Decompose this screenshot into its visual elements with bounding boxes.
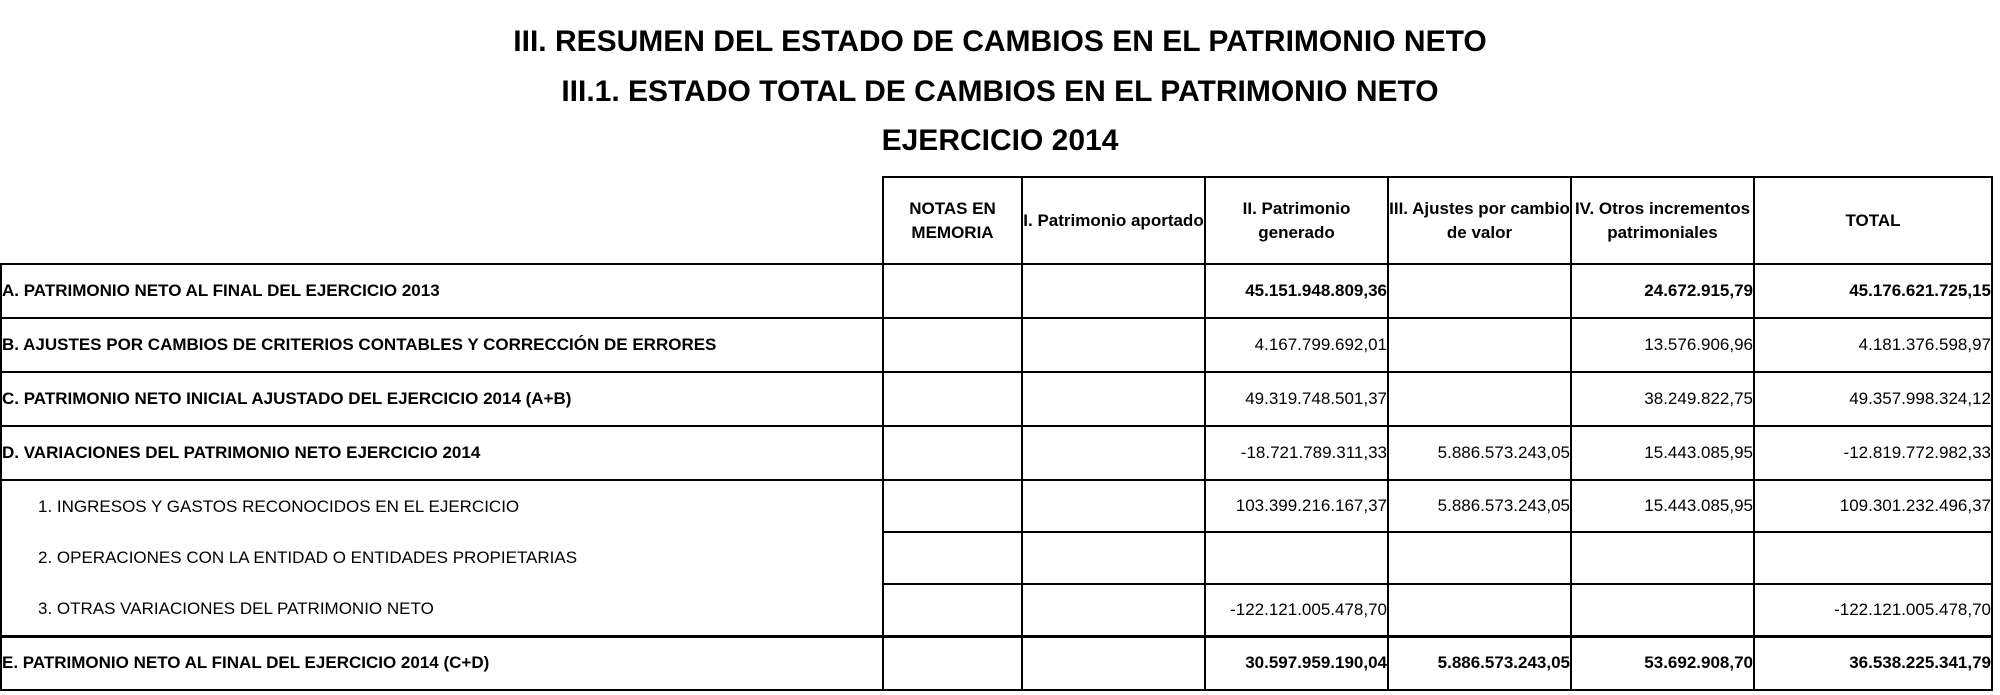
cell-total: 4.181.376.598,97 <box>1754 318 1992 372</box>
cell-otros: 15.443.085,95 <box>1571 426 1754 480</box>
cell-generado: 103.399.216.167,37 <box>1205 480 1388 532</box>
cell-generado: 30.597.959.190,04 <box>1205 636 1388 690</box>
cell-generado: 49.319.748.501,37 <box>1205 372 1388 426</box>
cell-generado: -18.721.789.311,33 <box>1205 426 1388 480</box>
row-label: C. PATRIMONIO NETO INICIAL AJUSTADO DEL EJERCICIO 2014 (A+B) <box>1 372 883 426</box>
cell-ajustes <box>1388 318 1571 372</box>
cell-ajustes: 5.886.573.243,05 <box>1388 426 1571 480</box>
cell-otros: 15.443.085,95 <box>1571 480 1754 532</box>
cell-notas <box>883 532 1022 584</box>
cell-ajustes <box>1388 372 1571 426</box>
cell-ajustes <box>1388 532 1571 584</box>
cell-generado: -122.121.005.478,70 <box>1205 584 1388 636</box>
cell-aportado <box>1022 532 1205 584</box>
cell-ajustes: 5.886.573.243,05 <box>1388 636 1571 690</box>
cell-total: 36.538.225.341,79 <box>1754 636 1992 690</box>
cell-ajustes: 5.886.573.243,05 <box>1388 480 1571 532</box>
row-label: E. PATRIMONIO NETO AL FINAL DEL EJERCICIO 2014 (C+D) <box>1 636 883 690</box>
row-label: A. PATRIMONIO NETO AL FINAL DEL EJERCICIO 2013 <box>1 264 883 318</box>
cell-aportado <box>1022 372 1205 426</box>
table-row <box>1 480 1992 532</box>
row-label: 2. OPERACIONES CON LA ENTIDAD O ENTIDADES PROPIETARIAS <box>1 532 883 584</box>
cell-otros: 38.249.822,75 <box>1571 372 1754 426</box>
cell-notas <box>883 264 1022 318</box>
cell-total: -122.121.005.478,70 <box>1754 584 1992 636</box>
cell-notas <box>883 584 1022 636</box>
cell-aportado <box>1022 318 1205 372</box>
row-label: B. AJUSTES POR CAMBIOS DE CRITERIOS CONTABLES Y CORRECCIÓN DE ERRORES <box>1 318 883 372</box>
cell-aportado <box>1022 264 1205 318</box>
column-header-total: TOTAL <box>1754 177 1992 264</box>
cell-total: 109.301.232.496,37 <box>1754 480 1992 532</box>
fiscal-year-heading: EJERCICIO 2014 <box>881 124 1119 157</box>
cell-generado: 45.151.948.809,36 <box>1205 264 1388 318</box>
table-row <box>1 426 1992 480</box>
cell-total: 45.176.621.725,15 <box>1754 264 1992 318</box>
cell-total: 49.357.998.324,12 <box>1754 372 1992 426</box>
cell-otros <box>1571 584 1754 636</box>
row-label: D. VARIACIONES DEL PATRIMONIO NETO EJERCICIO 2014 <box>1 426 883 480</box>
equity-changes-table <box>0 176 1993 691</box>
row-label: 3. OTRAS VARIACIONES DEL PATRIMONIO NETO <box>1 584 883 636</box>
main-title: III. RESUMEN DEL ESTADO DE CAMBIOS EN EL PATRIMONIO NETO <box>513 25 1487 58</box>
table-row <box>1 584 1992 636</box>
cell-notas <box>883 636 1022 690</box>
table-row <box>1 318 1992 372</box>
cell-aportado <box>1022 480 1205 532</box>
column-header-otros: IV. Otros incrementos patrimoniales <box>1571 177 1754 264</box>
cell-notas <box>883 372 1022 426</box>
cell-aportado <box>1022 636 1205 690</box>
header-blank-cell <box>1 177 883 264</box>
cell-notas <box>883 318 1022 372</box>
cell-otros: 53.692.908,70 <box>1571 636 1754 690</box>
cell-ajustes <box>1388 584 1571 636</box>
cell-ajustes <box>1388 264 1571 318</box>
cell-generado <box>1205 532 1388 584</box>
header-row <box>1 177 1992 264</box>
cell-otros: 24.672.915,79 <box>1571 264 1754 318</box>
cell-total <box>1754 532 1992 584</box>
column-header-aportado: I. Patrimonio aportado <box>1022 177 1205 264</box>
table-row <box>1 264 1992 318</box>
cell-otros: 13.576.906,96 <box>1571 318 1754 372</box>
cell-otros <box>1571 532 1754 584</box>
cell-notas <box>883 480 1022 532</box>
column-header-notas: NOTAS EN MEMORIA <box>883 177 1022 264</box>
column-header-generado: II. Patrimonio generado <box>1205 177 1388 264</box>
subtitle: III.1. ESTADO TOTAL DE CAMBIOS EN EL PATRIMONIO NETO <box>561 75 1439 108</box>
cell-generado: 4.167.799.692,01 <box>1205 318 1388 372</box>
cell-aportado <box>1022 426 1205 480</box>
cell-notas <box>883 426 1022 480</box>
column-header-ajustes: III. Ajustes por cambio de valor <box>1388 177 1571 264</box>
cell-total: -12.819.772.982,33 <box>1754 426 1992 480</box>
table-row <box>1 372 1992 426</box>
table-row <box>1 532 1992 584</box>
row-label: 1. INGRESOS Y GASTOS RECONOCIDOS EN EL EJERCICIO <box>1 480 883 532</box>
table-row <box>1 636 1992 690</box>
cell-aportado <box>1022 584 1205 636</box>
